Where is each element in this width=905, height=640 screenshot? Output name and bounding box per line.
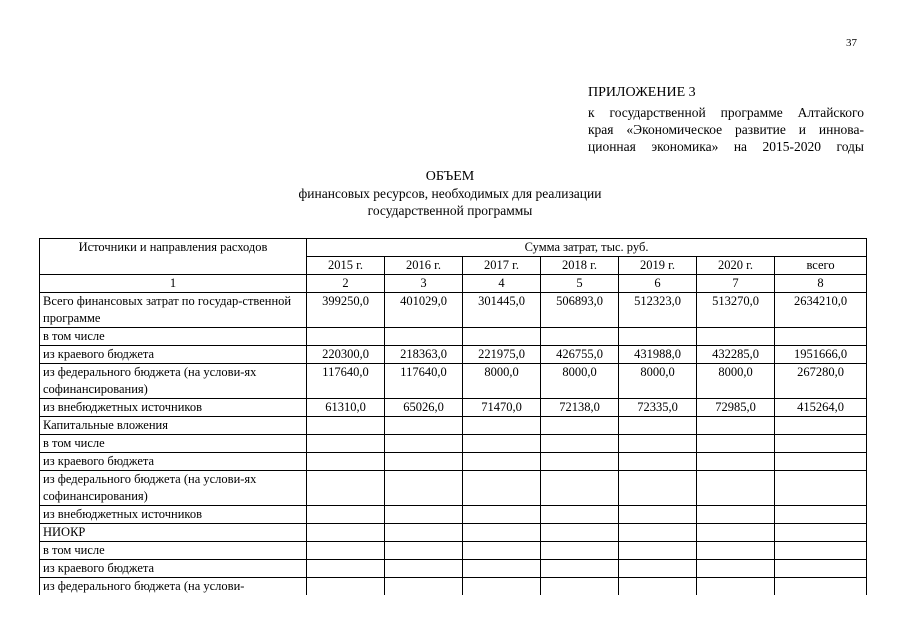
value-cell: 221975,0: [463, 346, 541, 364]
value-cell: 267280,0: [775, 364, 867, 399]
value-cell: [775, 417, 867, 435]
value-cell: [619, 560, 697, 578]
value-cell: [775, 328, 867, 346]
page-number: 37: [846, 37, 857, 49]
value-cell: [385, 560, 463, 578]
value-cell: [385, 453, 463, 471]
total-header: всего: [775, 257, 867, 275]
year-header: 2016 г.: [385, 257, 463, 275]
value-cell: [619, 328, 697, 346]
table-row: [40, 453, 867, 471]
value-cell: [697, 435, 775, 453]
value-cell: [619, 471, 697, 506]
value-cell: [307, 328, 385, 346]
value-cell: [697, 471, 775, 506]
column-number: 8: [775, 275, 867, 293]
row-label: в том числе: [40, 435, 307, 453]
value-cell: [775, 560, 867, 578]
value-cell: 61310,0: [307, 399, 385, 417]
table-row: [40, 293, 867, 328]
table-row: [40, 399, 867, 417]
table-row: [40, 542, 867, 560]
table-row: [40, 506, 867, 524]
value-cell: [385, 506, 463, 524]
year-header: 2018 г.: [541, 257, 619, 275]
value-cell: 65026,0: [385, 399, 463, 417]
value-cell: [697, 506, 775, 524]
value-cell: 431988,0: [619, 346, 697, 364]
row-label: из федерального бюджета (на услови-ях софинансирования): [40, 471, 307, 506]
value-cell: [697, 560, 775, 578]
value-cell: 401029,0: [385, 293, 463, 328]
value-cell: [775, 524, 867, 542]
value-cell: 301445,0: [463, 293, 541, 328]
column-number: 2: [307, 275, 385, 293]
value-cell: [775, 542, 867, 560]
heading-line: финансовых ресурсов, необходимых для реализации: [298, 186, 602, 201]
value-cell: [619, 542, 697, 560]
financing-table: [39, 238, 867, 595]
value-cell: [385, 435, 463, 453]
value-cell: [619, 417, 697, 435]
row-label: НИОКР: [40, 524, 307, 542]
table-row: [40, 578, 867, 596]
table-row: [40, 560, 867, 578]
value-cell: [307, 435, 385, 453]
value-cell: [541, 453, 619, 471]
value-cell: [307, 453, 385, 471]
appendix-line: к государственной программе Алтайского: [588, 105, 864, 120]
value-cell: [697, 328, 775, 346]
value-cell: 218363,0: [385, 346, 463, 364]
value-cell: [463, 560, 541, 578]
column-number: 7: [697, 275, 775, 293]
year-header: 2015 г.: [307, 257, 385, 275]
value-cell: 117640,0: [385, 364, 463, 399]
table-row: [40, 524, 867, 542]
row-label: в том числе: [40, 328, 307, 346]
value-cell: [697, 417, 775, 435]
value-cell: [541, 471, 619, 506]
value-cell: [463, 524, 541, 542]
value-cell: 1951666,0: [775, 346, 867, 364]
value-cell: [307, 560, 385, 578]
value-cell: [697, 578, 775, 596]
value-cell: [307, 471, 385, 506]
value-cell: [385, 471, 463, 506]
value-cell: [541, 524, 619, 542]
value-cell: [463, 471, 541, 506]
value-cell: 72335,0: [619, 399, 697, 417]
row-label: из внебюджетных источников: [40, 506, 307, 524]
value-cell: [775, 506, 867, 524]
value-cell: [463, 506, 541, 524]
value-cell: 71470,0: [463, 399, 541, 417]
value-cell: [775, 471, 867, 506]
value-cell: [307, 417, 385, 435]
heading-title: ОБЪЕМ: [425, 169, 475, 184]
value-cell: [541, 417, 619, 435]
value-cell: 8000,0: [463, 364, 541, 399]
table-row: [40, 328, 867, 346]
value-cell: 399250,0: [307, 293, 385, 328]
value-cell: [385, 578, 463, 596]
value-cell: [307, 542, 385, 560]
column-number: 5: [541, 275, 619, 293]
sum-header: Сумма затрат, тыс. руб.: [307, 239, 867, 257]
value-cell: 8000,0: [697, 364, 775, 399]
value-cell: [541, 578, 619, 596]
value-cell: 8000,0: [619, 364, 697, 399]
column-number: 4: [463, 275, 541, 293]
value-cell: [463, 578, 541, 596]
value-cell: [463, 542, 541, 560]
value-cell: 426755,0: [541, 346, 619, 364]
value-cell: [541, 560, 619, 578]
value-cell: [697, 453, 775, 471]
row-label: в том числе: [40, 542, 307, 560]
value-cell: [775, 578, 867, 596]
value-cell: [463, 453, 541, 471]
row-label: из внебюджетных источников: [40, 399, 307, 417]
appendix-block: [588, 84, 864, 155]
value-cell: 415264,0: [775, 399, 867, 417]
appendix-line: края «Экономическое развитие и иннова-: [588, 122, 864, 137]
row-label: Капитальные вложения: [40, 417, 307, 435]
column-number: 1: [40, 275, 307, 293]
source-header: Источники и направления расходов: [40, 239, 307, 275]
value-cell: [619, 435, 697, 453]
value-cell: [619, 578, 697, 596]
value-cell: [775, 453, 867, 471]
row-label: из краевого бюджета: [40, 453, 307, 471]
appendix-title: ПРИЛОЖЕНИЕ 3: [588, 85, 696, 100]
column-number-row: [40, 275, 867, 293]
table-row: [40, 435, 867, 453]
value-cell: [541, 328, 619, 346]
value-cell: [619, 453, 697, 471]
value-cell: 117640,0: [307, 364, 385, 399]
value-cell: [385, 542, 463, 560]
appendix-line: ционная экономика» на 2015-2020 годы: [588, 139, 864, 154]
value-cell: 512323,0: [619, 293, 697, 328]
row-label: Всего финансовых затрат по государ-ственной программе: [40, 293, 307, 328]
value-cell: 432285,0: [697, 346, 775, 364]
value-cell: [307, 524, 385, 542]
row-label: из федерального бюджета (на услови-: [40, 578, 307, 596]
column-number: 6: [619, 275, 697, 293]
year-header: 2019 г.: [619, 257, 697, 275]
value-cell: [619, 524, 697, 542]
table-row: [40, 471, 867, 506]
value-cell: [385, 328, 463, 346]
value-cell: [385, 524, 463, 542]
table-row: [40, 364, 867, 399]
value-cell: [775, 435, 867, 453]
value-cell: [463, 328, 541, 346]
value-cell: 72138,0: [541, 399, 619, 417]
table-row: [40, 417, 867, 435]
heading-line: государственной программы: [367, 203, 533, 218]
header-row: [40, 239, 867, 257]
value-cell: [541, 506, 619, 524]
value-cell: [541, 542, 619, 560]
row-label: из краевого бюджета: [40, 346, 307, 364]
value-cell: [463, 435, 541, 453]
value-cell: 2634210,0: [775, 293, 867, 328]
value-cell: [541, 435, 619, 453]
column-number: 3: [385, 275, 463, 293]
value-cell: [463, 417, 541, 435]
row-label: из краевого бюджета: [40, 560, 307, 578]
value-cell: 8000,0: [541, 364, 619, 399]
document-heading: [240, 168, 660, 219]
value-cell: 220300,0: [307, 346, 385, 364]
table-row: [40, 346, 867, 364]
year-header: 2020 г.: [697, 257, 775, 275]
row-label: из федерального бюджета (на услови-ях софинансирования): [40, 364, 307, 399]
value-cell: 506893,0: [541, 293, 619, 328]
value-cell: [307, 506, 385, 524]
year-header: 2017 г.: [463, 257, 541, 275]
value-cell: [697, 542, 775, 560]
value-cell: [697, 524, 775, 542]
value-cell: 513270,0: [697, 293, 775, 328]
value-cell: [619, 506, 697, 524]
value-cell: [307, 578, 385, 596]
value-cell: [385, 417, 463, 435]
value-cell: 72985,0: [697, 399, 775, 417]
